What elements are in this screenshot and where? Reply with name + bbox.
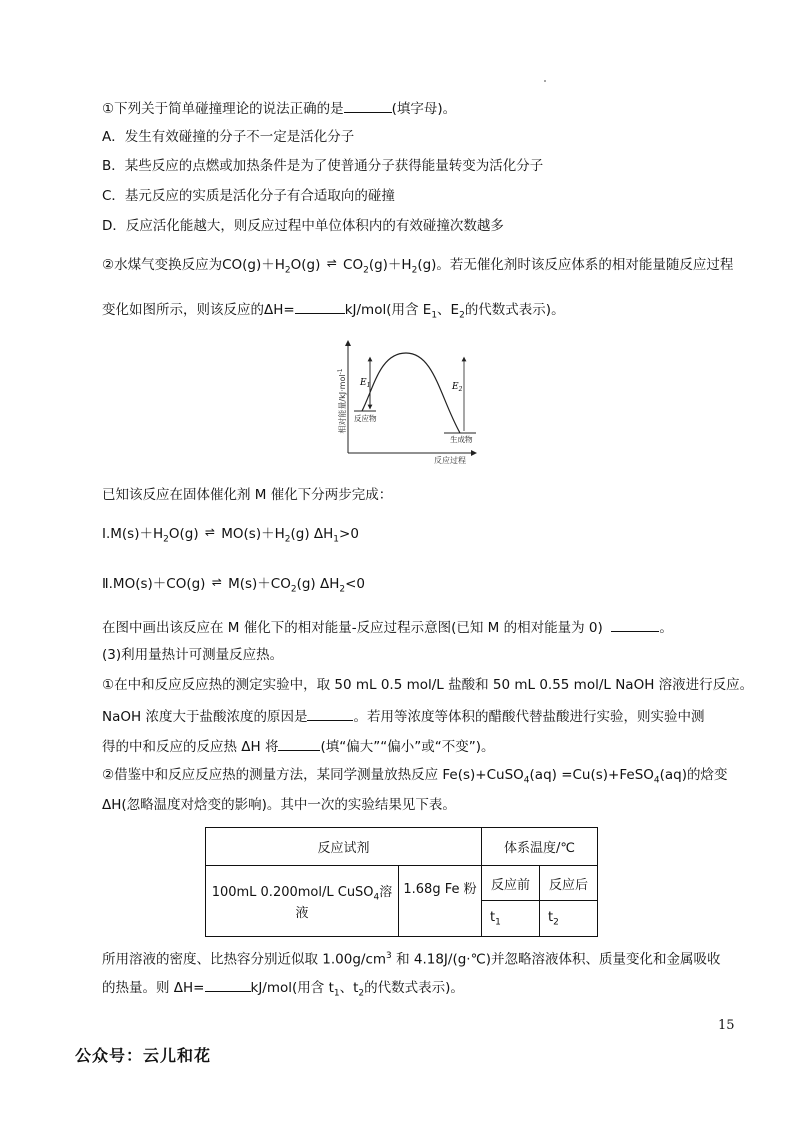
page-number: 15 — [718, 1018, 735, 1033]
s1-text-d: (g) ΔH — [290, 526, 334, 542]
q3-p4-text-c: (aq)的焓变 — [659, 767, 728, 783]
e2-label: $E_2$ — [452, 382, 463, 393]
sub-4: 4 — [523, 775, 530, 786]
answer-blank[interactable] — [205, 977, 251, 992]
data-table — [205, 827, 598, 937]
header-temperature: 体系温度/℃ — [482, 828, 598, 866]
cell-t2: $t_2$ — [540, 901, 598, 937]
s1-text-b: O(g) — [168, 526, 203, 542]
q2-text-h: 、E — [437, 302, 460, 318]
q1-stem — [102, 98, 456, 118]
sub-1: 1 — [333, 988, 340, 999]
sub-2: 2 — [358, 988, 365, 999]
sub-2: 2 — [284, 534, 291, 545]
q3-paragraph-2 — [102, 706, 704, 726]
q1-stem-suffix: (填字母)。 — [391, 101, 457, 117]
q3-paragraph-5: ΔH(忽略温度对焓变的影响)。其中一次的实验结果见下表。 — [102, 797, 456, 813]
q3-paragraph-1: ①在中和反应反应热的测定实验中，取 50 mL 0.5 mol/L 盐酸和 50 mL 0.55 mol/L NaOH 溶液进行反应。 — [102, 677, 754, 693]
sub-2: 2 — [284, 265, 291, 276]
q2-text-f: 变化如图所示，则该反应的ΔH= — [102, 302, 295, 318]
option-b: B．某些反应的点燃或加热条件是为了使普通分子获得能量转变为活化分子 — [102, 158, 544, 174]
q3-p2-suffix: 。若用等浓度等体积的醋酸代替盐酸进行实验，则实验中测 — [353, 709, 705, 725]
cell-t1: $t_1$ — [482, 901, 540, 937]
answer-blank[interactable] — [611, 617, 659, 632]
tail-text-e: 、t — [339, 980, 359, 996]
table-row — [206, 866, 598, 901]
equilibrium-arrow-icon: ⇌ — [211, 575, 222, 589]
s1-text-c: MO(s)＋H — [216, 526, 285, 542]
q1-stem-text: ①下列关于简单碰撞理论的说法正确的是 — [102, 101, 344, 117]
q2-text-i: 的代数式表示)。 — [464, 302, 565, 318]
tail-text-d: kJ/mol(用含 t — [250, 980, 334, 996]
q3-paragraph-4 — [102, 766, 728, 790]
q3-p2-text: NaOH 浓度大于盐酸浓度的原因是 — [102, 709, 308, 725]
sub-2: 2 — [363, 265, 369, 276]
q2-text-d: (g)＋H — [368, 257, 412, 273]
s2-text-c: (g) ΔH — [296, 576, 340, 592]
x-axis-label: 反应过程 — [434, 456, 466, 465]
steps-intro: 已知该反应在固体催化剂 M 催化下分两步完成： — [102, 487, 393, 503]
tail-text-a: 所用溶液的密度、比热容分别近似取 1.00g/cm — [102, 951, 387, 968]
sub-2: 2 — [163, 534, 169, 545]
tail-line-2 — [102, 977, 464, 1003]
draw-suffix: 。 — [659, 620, 673, 636]
draw-instruction — [102, 617, 673, 637]
sub-2: 2 — [290, 584, 297, 595]
q2-text-e: (g)。若无催化剂时该反应体系的相对能量随反应过程 — [417, 257, 734, 273]
s2-text-d: <0 — [345, 576, 366, 592]
q3-paragraph-3 — [102, 736, 494, 756]
q2-text-g: kJ/mol(用含 E — [344, 302, 432, 318]
sup-3: 3 — [386, 951, 392, 961]
y-axis-label — [337, 368, 347, 433]
energy-diagram — [338, 337, 478, 465]
s2-text-a: Ⅱ.MO(s)＋CO(g) — [102, 576, 210, 592]
q3-p3-suffix: (填“偏大”“偏小”或“不变”)。 — [320, 739, 495, 755]
answer-blank[interactable] — [278, 736, 320, 751]
q2-text-a: ②水煤气变换反应为CO(g)＋H — [102, 257, 285, 273]
q3-title: (3)利用量热计可测量反应热。 — [102, 647, 284, 663]
sub-2: 2 — [339, 584, 346, 595]
option-a: A．发生有效碰撞的分子不一定是活化分子 — [102, 129, 355, 145]
s1-text-a: Ⅰ.M(s)＋H — [102, 526, 164, 542]
tail-text-b: 和 4.18J/(g·℃)并忽略溶液体积、质量变化和金属吸收 — [391, 951, 721, 968]
q3-p4-text-a: ②借鉴中和反应反应热的测量方法，某同学测量放热反应 Fe(s)+CuSO — [102, 767, 524, 783]
sub-1: 1 — [431, 310, 438, 321]
equilibrium-arrow-icon: ⇌ — [326, 256, 337, 270]
answer-blank[interactable] — [295, 299, 345, 314]
q3-p3-text: 得的中和反应的反应热 ΔH 将 — [102, 739, 279, 755]
header-reagent: 反应试剂 — [206, 828, 482, 866]
sub-2: 2 — [411, 265, 418, 276]
q2-text-c: CO — [338, 257, 364, 273]
cell-before: 反应前 — [482, 866, 540, 901]
tail-line-1 — [102, 947, 721, 969]
sub-4: 4 — [653, 775, 660, 786]
q3-p4-text-b: (aq) =Cu(s)+FeSO — [529, 767, 654, 783]
option-c: C．基元反应的实质是活化分子有合适取向的碰撞 — [102, 188, 395, 204]
footer-text: 公众号：云儿和花 — [75, 1046, 212, 1065]
answer-blank[interactable] — [344, 98, 392, 113]
option-d: D．反应活化能越大，则反应过程中单位体积内的有效碰撞次数越多 — [102, 218, 504, 234]
cell-fe: 1.68g Fe 粉 — [399, 866, 482, 937]
svg-text:相对能量/kJ·mol-1: 相对能量/kJ·mol$^{-1}$ — [337, 368, 347, 434]
tail-text-c: 的热量。则 ΔH= — [102, 980, 205, 996]
sub-2: 2 — [459, 310, 465, 321]
tail-text-f: 的代数式表示)。 — [364, 980, 464, 996]
q2-text-b: O(g) — [290, 257, 325, 273]
equilibrium-arrow-icon: ⇌ — [204, 525, 215, 539]
reactant-label: 反应物 — [354, 414, 377, 423]
e1-label: $E_1$ — [360, 378, 371, 389]
draw-text: 在图中画出该反应在 M 催化下的相对能量-反应过程示意图(已知 M 的相对能量为 0) — [102, 620, 603, 636]
q2-line2 — [102, 299, 565, 325]
q2-line1 — [102, 256, 733, 280]
s2-text-b: M(s)＋CO — [223, 576, 291, 592]
cell-cuso4: 100mL 0.200mol/L CuSO$_4$溶液 — [206, 866, 399, 937]
table-header-row — [206, 828, 598, 866]
product-label: 生成物 — [450, 435, 473, 444]
step-2-equation — [102, 575, 365, 599]
s1-text-e: >0 — [339, 526, 359, 542]
stray-dot — [544, 80, 546, 82]
sub-1: 1 — [333, 534, 340, 545]
answer-blank[interactable] — [307, 706, 353, 721]
energy-curve — [362, 353, 460, 433]
step-1-equation — [102, 525, 359, 549]
cell-after: 反应后 — [540, 866, 598, 901]
